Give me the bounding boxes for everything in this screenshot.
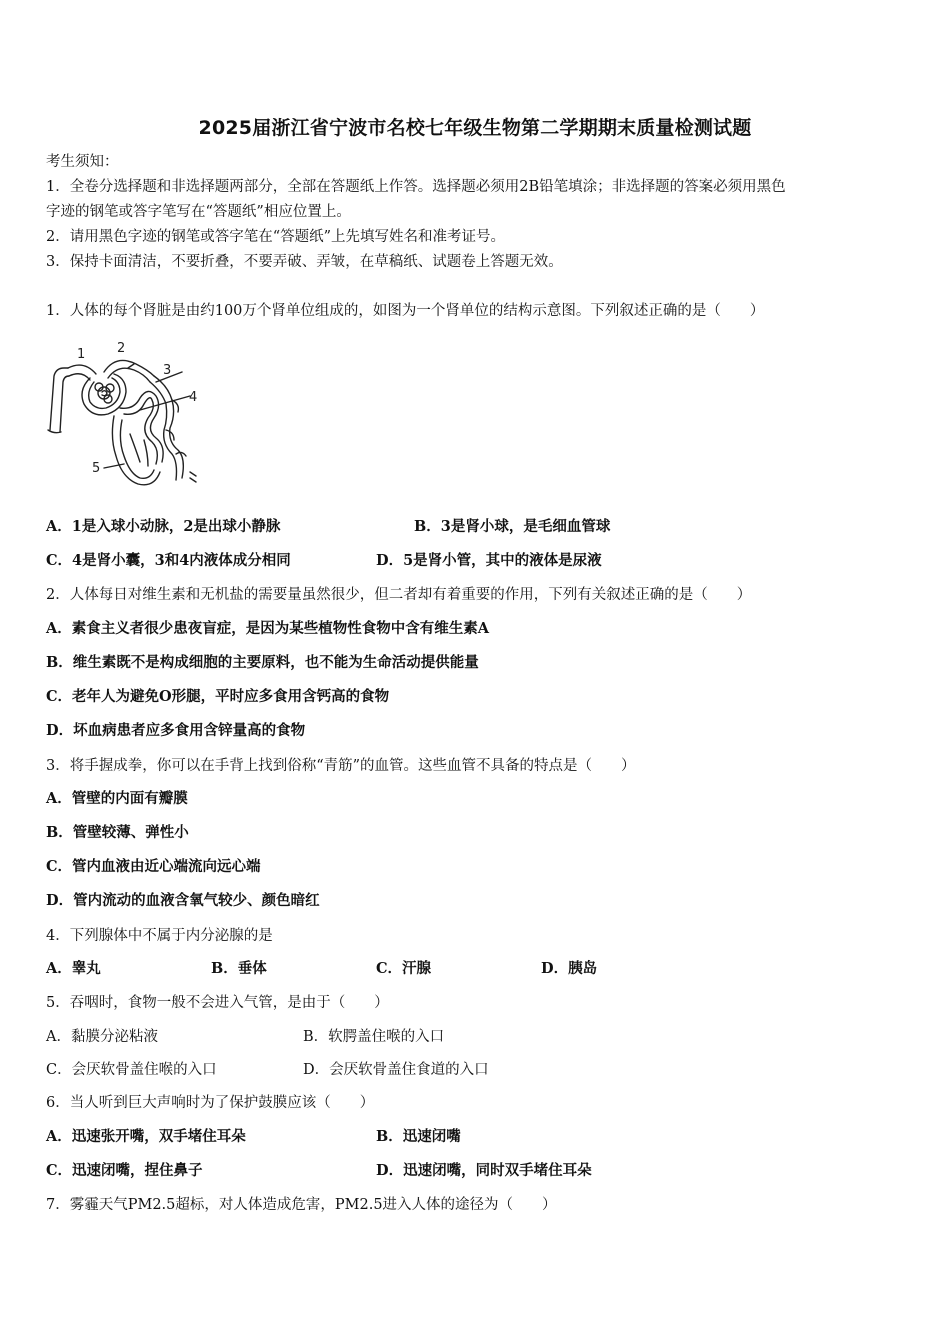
- figure-label-5: 5: [92, 461, 101, 476]
- page-title: 2025届浙江省宁波市名校七年级生物第二学期期末质量检测试题: [198, 117, 752, 139]
- figure-label-3: 3: [163, 363, 172, 378]
- q6-option-c: C．迅速闭嘴，捏住鼻子: [46, 1162, 203, 1179]
- q3-stem: 3．将手握成拳，你可以在手背上找到俗称“青筋”的血管。这些血管不具备的特点是（ ）: [46, 758, 636, 774]
- q2-option-a: A．素食主义者很少患夜盲症，是因为某些植物性食物中含有维生素A: [46, 620, 489, 637]
- q1-option-b: B．3是肾小球，是毛细血管球: [414, 518, 611, 535]
- q6-option-a: A．迅速张开嘴，双手堵住耳朵: [46, 1128, 246, 1145]
- notice-item-1: 1．全卷分选择题和非选择题两部分，全部在答题纸上作答。选择题必须用2B铅笔填涂；非选择题的答案必须用黑色: [46, 179, 786, 195]
- figure-label-2: 2: [117, 341, 126, 356]
- q2-option-b: B．维生素既不是构成细胞的主要原料，也不能为生命活动提供能量: [46, 654, 479, 671]
- q6-option-d: D．迅速闭嘴，同时双手堵住耳朵: [376, 1162, 592, 1179]
- q2-option-d: D．坏血病患者应多食用含锌量高的食物: [46, 722, 306, 739]
- q6-option-b: B．迅速闭嘴: [376, 1128, 461, 1145]
- q5-option-a: A．黏膜分泌粘液: [46, 1029, 158, 1045]
- q4-option-d: D．胰岛: [541, 960, 598, 977]
- figure-label-1: 1: [77, 347, 86, 362]
- q4-option-c: C．汗腺: [376, 960, 432, 977]
- q4-option-b: B．垂体: [211, 960, 267, 977]
- notice-item-1-cont: 字迹的钢笔或答字笔写在“答题纸”相应位置上。: [46, 204, 351, 220]
- q2-option-c: C．老年人为避免O形腿，平时应多食用含钙高的食物: [46, 688, 390, 705]
- q6-stem: 6．当人听到巨大声响时为了保护鼓膜应该（ ）: [46, 1095, 375, 1111]
- q1-option-a: A．1是入球小动脉，2是出球小静脉: [46, 518, 281, 535]
- q4-stem: 4．下列腺体中不属于内分泌腺的是: [46, 928, 273, 944]
- q3-option-d: D．管内流动的血液含氧气较少、颜色暗红: [46, 892, 320, 909]
- q2-stem: 2．人体每日对维生素和无机盐的需要量虽然很少，但二者却有着重要的作用，下列有关叙述正确的是（ ）: [46, 587, 752, 603]
- q5-option-c: C．会厌软骨盖住喉的入口: [46, 1062, 217, 1078]
- notice-item-2: 2．请用黑色字迹的钢笔或答字笔在“答题纸”上先填写姓名和准考证号。: [46, 229, 506, 245]
- q5-option-d: D．会厌软骨盖住食道的入口: [303, 1062, 489, 1078]
- notice-item-3: 3．保持卡面清洁，不要折叠，不要弄破、弄皱，在草稿纸、试题卷上答题无效。: [46, 254, 563, 270]
- afferent-arteriole: [68, 365, 96, 374]
- q1-option-d: D．5是肾小管，其中的液体是尿液: [376, 552, 602, 569]
- q5-option-b: B．软腭盖住喉的入口: [303, 1029, 445, 1045]
- q1-option-c: C．4是肾小囊，3和4内液体成分相同: [46, 552, 291, 569]
- q3-option-a: A．管壁的内面有瓣膜: [46, 790, 188, 807]
- nephron-diagram: [44, 338, 204, 498]
- q7-stem: 7．雾霾天气PM2.5超标，对人体造成危害，PM2.5进入人体的途径为（ ）: [46, 1197, 557, 1213]
- figure-label-4: 4: [189, 390, 198, 405]
- q3-option-c: C．管内血液由近心端流向远心端: [46, 858, 261, 875]
- notice-heading: 考生须知：: [46, 154, 119, 170]
- q5-stem: 5．吞咽时，食物一般不会进入气管，是由于（ ）: [46, 995, 389, 1011]
- q4-option-a: A．睾丸: [46, 960, 101, 977]
- q1-stem: 1．人体的每个肾脏是由约100万个肾单位组成的，如图为一个肾单位的结构示意图。下列叙述正确的是（ ）: [46, 303, 765, 319]
- q3-option-b: B．管壁较薄、弹性小: [46, 824, 189, 841]
